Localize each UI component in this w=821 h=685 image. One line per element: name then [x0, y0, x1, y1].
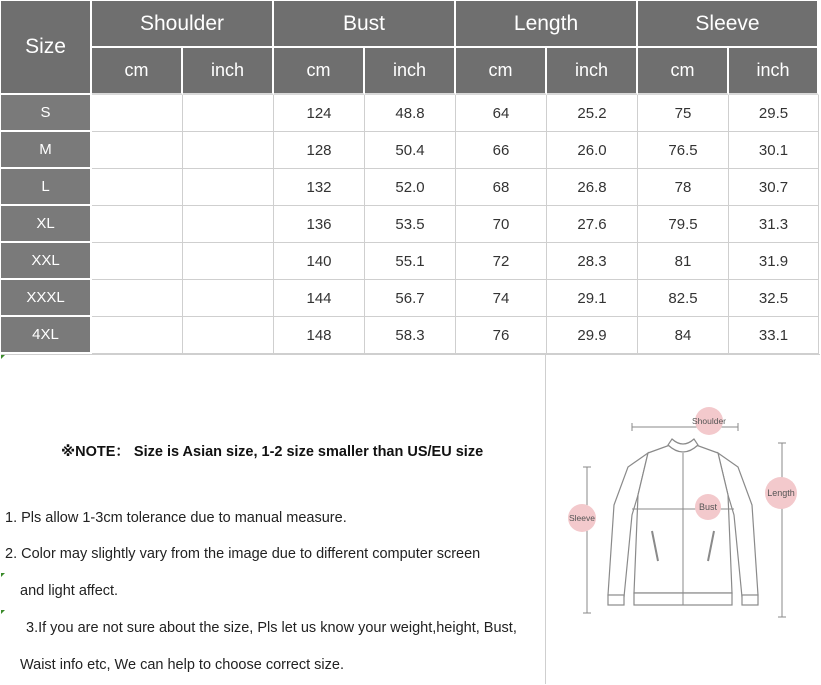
notes-panel — [1, 354, 546, 684]
unit-header: inch — [365, 48, 456, 95]
unit-header: cm — [638, 48, 729, 95]
measurement-cell: 76.5 — [638, 132, 729, 169]
measurement-cell — [183, 243, 274, 280]
group-header-bust: Bust — [274, 1, 456, 48]
measurement-cell: 26.0 — [547, 132, 638, 169]
measurement-cell: 32.5 — [729, 280, 819, 317]
size-column-header: Size — [1, 1, 92, 95]
measurement-cell — [183, 132, 274, 169]
measurement-cell — [92, 317, 183, 354]
measurement-cell: 72 — [456, 243, 547, 280]
measurement-cell: 79.5 — [638, 206, 729, 243]
note-line-2: 2. Color may slightly vary from the image due to different computer screen — [5, 546, 481, 562]
note-line-5: Waist info etc, We can help to choose correct size. — [20, 657, 344, 673]
measurement-cell: 136 — [274, 206, 365, 243]
measurement-cell: 31.3 — [729, 206, 819, 243]
measurement-cell: 28.3 — [547, 243, 638, 280]
measurement-cell — [183, 95, 274, 132]
measurement-cell: 56.7 — [365, 280, 456, 317]
measurement-cell: 53.5 — [365, 206, 456, 243]
unit-header: cm — [274, 48, 365, 95]
unit-header: inch — [729, 48, 819, 95]
sleeve-label: Sleeve — [569, 513, 595, 523]
size-label: L — [1, 169, 92, 206]
measurement-cell: 33.1 — [729, 317, 819, 354]
measurement-cell: 29.9 — [547, 317, 638, 354]
measurement-cell: 27.6 — [547, 206, 638, 243]
jacket-illustration — [546, 355, 820, 685]
length-label: Length — [767, 488, 795, 498]
note-line-1: 1. Pls allow 1-3cm tolerance due to manual measure. — [5, 510, 347, 526]
measurement-cell: 144 — [274, 280, 365, 317]
size-label: XL — [1, 206, 92, 243]
measurement-cell: 70 — [456, 206, 547, 243]
note-line-3: and light affect. — [20, 583, 119, 599]
corner-marker — [1, 610, 5, 614]
corner-marker — [1, 355, 5, 359]
size-label: XXL — [1, 243, 92, 280]
measurement-cell: 148 — [274, 317, 365, 354]
measurement-cell: 82.5 — [638, 280, 729, 317]
measurement-cell — [183, 169, 274, 206]
measurement-cell: 76 — [456, 317, 547, 354]
measurement-cell — [92, 169, 183, 206]
table-row — [1, 169, 819, 206]
measurement-cell — [92, 280, 183, 317]
measurement-cell: 58.3 — [365, 317, 456, 354]
measurement-cell: 66 — [456, 132, 547, 169]
group-header-length: Length — [456, 1, 638, 48]
measurement-cell: 26.8 — [547, 169, 638, 206]
measurement-cell: 29.1 — [547, 280, 638, 317]
measurement-cell: 132 — [274, 169, 365, 206]
table-row — [1, 280, 819, 317]
measurement-cell: 140 — [274, 243, 365, 280]
table-row — [1, 243, 819, 280]
measurement-cell — [183, 317, 274, 354]
unit-header: inch — [183, 48, 274, 95]
measurement-cell: 84 — [638, 317, 729, 354]
measurement-cell — [183, 280, 274, 317]
note-title: ※NOTE： Size is Asian size, 1-2 size smaller than US/EU size — [61, 444, 484, 460]
bust-label: Bust — [698, 502, 718, 512]
corner-marker — [1, 573, 5, 577]
measurement-cell: 50.4 — [365, 132, 456, 169]
measurement-cell — [183, 206, 274, 243]
measurement-cell: 48.8 — [365, 95, 456, 132]
measurement-cell: 30.1 — [729, 132, 819, 169]
size-label: M — [1, 132, 92, 169]
measurement-cell: 124 — [274, 95, 365, 132]
measurement-cell: 128 — [274, 132, 365, 169]
measurement-cell — [92, 95, 183, 132]
measurement-cell: 29.5 — [729, 95, 819, 132]
table-row — [1, 132, 819, 169]
measurement-cell: 68 — [456, 169, 547, 206]
measurement-cell — [92, 206, 183, 243]
size-label: 4XL — [1, 317, 92, 354]
measurement-cell: 55.1 — [365, 243, 456, 280]
unit-header: cm — [456, 48, 547, 95]
group-header-sleeve: Sleeve — [638, 1, 819, 48]
measurement-cell: 64 — [456, 95, 547, 132]
shoulder-label: Shoulder — [691, 416, 727, 426]
measurement-cell: 52.0 — [365, 169, 456, 206]
unit-header: inch — [547, 48, 638, 95]
jacket-measurement-diagram — [546, 354, 820, 684]
table-row — [1, 95, 819, 132]
table-row — [1, 206, 819, 243]
table-row — [1, 317, 819, 354]
measurement-cell: 31.9 — [729, 243, 819, 280]
measurement-cell: 81 — [638, 243, 729, 280]
unit-header: cm — [92, 48, 183, 95]
size-label: S — [1, 95, 92, 132]
measurement-cell: 30.7 — [729, 169, 819, 206]
measurement-cell: 78 — [638, 169, 729, 206]
measurement-cell: 74 — [456, 280, 547, 317]
measurement-cell: 75 — [638, 95, 729, 132]
measurement-cell: 25.2 — [547, 95, 638, 132]
size-table — [1, 1, 819, 354]
measurement-cell — [92, 243, 183, 280]
measurement-cell — [92, 132, 183, 169]
note-line-4: 3.If you are not sure about the size, Pls let us know your weight,height, Bust, — [26, 620, 517, 636]
group-header-shoulder: Shoulder — [92, 1, 274, 48]
size-label: XXXL — [1, 280, 92, 317]
